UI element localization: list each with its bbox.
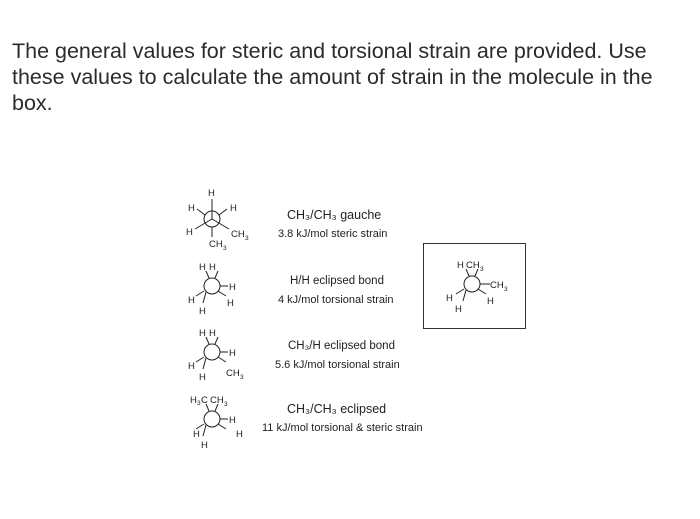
svg-text:CH: CH: [210, 395, 224, 406]
svg-text:H: H: [487, 296, 494, 307]
newman-hh-eclipsed-icon: [188, 262, 236, 317]
strain-title-hh-eclipsed: H/H eclipsed bond: [290, 275, 384, 287]
svg-text:H: H: [209, 262, 216, 273]
newman-ch3ch3-eclipsed-icon: [190, 395, 243, 451]
svg-text:H: H: [199, 262, 206, 273]
strain-value-ch3ch3-eclipsed: 11 kJ/mol torsional & steric strain: [262, 422, 423, 434]
svg-text:3: 3: [223, 245, 227, 252]
svg-text:H: H: [208, 188, 215, 199]
svg-text:H: H: [188, 361, 195, 372]
strain-title-gauche: CH₃/CH₃ gauche: [287, 208, 382, 222]
svg-text:H: H: [455, 304, 462, 315]
newman-gauche-icon: [186, 188, 249, 252]
svg-text:H: H: [199, 306, 206, 317]
strain-title-ch3h-eclipsed: CH₃/H eclipsed bond: [288, 340, 395, 352]
newman-target-molecule-icon: [446, 260, 508, 315]
newman-ch3h-eclipsed-icon: [188, 328, 244, 383]
svg-text:3: 3: [480, 266, 484, 273]
strain-value-ch3h-eclipsed: 5.6 kJ/mol torsional strain: [275, 359, 400, 371]
svg-text:H: H: [236, 429, 243, 440]
svg-text:H: H: [229, 282, 236, 293]
svg-text:H: H: [188, 295, 195, 306]
svg-text:H: H: [190, 395, 197, 406]
svg-text:H: H: [230, 203, 237, 214]
svg-text:H: H: [201, 440, 208, 451]
svg-text:CH: CH: [466, 260, 480, 271]
svg-text:H: H: [457, 260, 464, 271]
svg-text:3: 3: [504, 286, 508, 293]
svg-text:H: H: [199, 372, 206, 383]
strain-value-gauche: 3.8 kJ/mol steric strain: [278, 228, 388, 240]
svg-text:3: 3: [245, 235, 249, 242]
svg-text:H: H: [229, 348, 236, 359]
svg-text:H: H: [227, 298, 234, 309]
svg-text:H: H: [188, 203, 195, 214]
strain-title-ch3ch3-eclipsed: CH₃/CH₃ eclipsed: [287, 402, 387, 416]
question-text: The general values for steric and torsional strain are provided. Use these values to calculate the amount of strain in the molecule in the box.: [12, 39, 653, 115]
svg-text:H: H: [446, 293, 453, 304]
svg-text:H: H: [209, 328, 216, 339]
svg-text:CH: CH: [231, 229, 245, 240]
svg-text:3: 3: [224, 401, 228, 408]
svg-text:3: 3: [240, 374, 244, 381]
svg-text:CH: CH: [209, 239, 223, 250]
svg-text:H: H: [186, 227, 193, 238]
svg-text:CH: CH: [490, 280, 504, 291]
svg-text:H: H: [229, 415, 236, 426]
strain-value-hh-eclipsed: 4 kJ/mol torsional strain: [278, 294, 394, 306]
svg-text:C: C: [201, 395, 208, 406]
svg-text:CH: CH: [226, 368, 240, 379]
svg-text:H: H: [193, 429, 200, 440]
svg-text:H: H: [199, 328, 206, 339]
svg-text:3: 3: [197, 400, 201, 407]
